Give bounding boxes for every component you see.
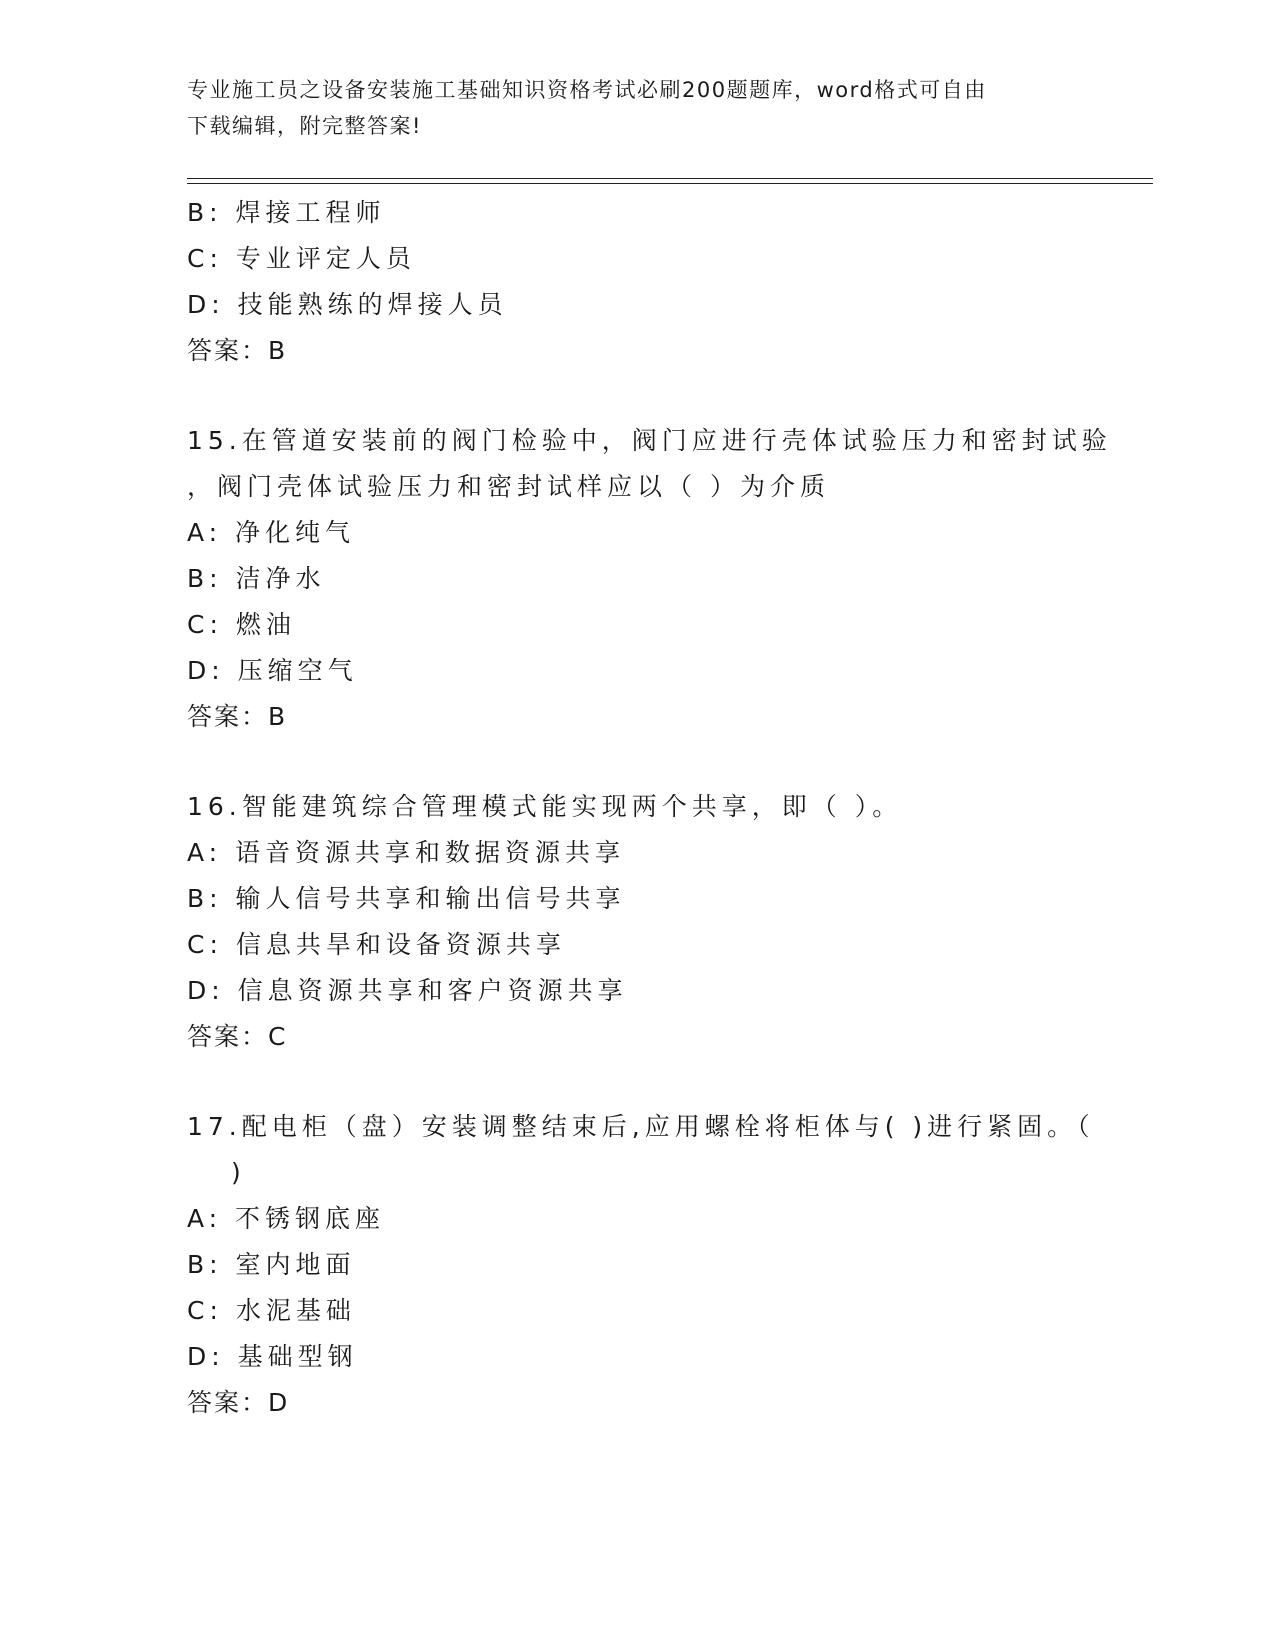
question-stem: 16.智能建筑综合管理模式能实现两个共享，即（ ）。	[187, 792, 903, 821]
question-stem-continued: )	[231, 1158, 246, 1187]
option-d: D: 基础型钢	[187, 1342, 358, 1371]
document-header	[187, 72, 1087, 144]
question-15	[187, 418, 1112, 740]
option-a: A: 语音资源共享和数据资源共享	[187, 838, 626, 867]
spacer	[187, 1060, 1087, 1104]
question-16	[187, 784, 1087, 1060]
option-c: C: 燃油	[187, 610, 296, 639]
answer-line: 答案：B	[187, 702, 288, 731]
question-17	[187, 1104, 1095, 1426]
option-d: D: 信息资源共享和客户资源共享	[187, 976, 628, 1005]
question-list	[187, 190, 1112, 1426]
question-14-tail	[187, 190, 1087, 374]
option-b: B: 室内地面	[187, 1250, 356, 1279]
spacer	[187, 374, 1087, 418]
option-d: D: 技能熟练的焊接人员	[187, 290, 508, 319]
option-c: C: 专业评定人员	[187, 244, 416, 273]
answer-line: 答案：B	[187, 336, 288, 365]
option-b: B: 洁净水	[187, 564, 326, 593]
option-b: B: 焊接工程师	[187, 198, 386, 227]
header-divider-bottom	[187, 183, 1153, 184]
question-stem: 15.在管道安装前的阀门检验中，阀门应进行壳体试验压力和密封试验	[187, 426, 1112, 455]
spacer	[187, 740, 1087, 784]
option-b: B: 输人信号共享和输出信号共享	[187, 884, 626, 913]
question-stem: 17.配电柜（盘）安装调整结束后,应用螺栓将柜体与( )进行紧固。（	[187, 1112, 1095, 1141]
header-title-line-1: 专业施工员之设备安装施工基础知识资格考试必刷200题题库，word格式可自由	[187, 78, 987, 102]
question-stem-continued: ，阀门壳体试验压力和密封试样应以（ ）为介质	[187, 472, 830, 501]
answer-line: 答案：C	[187, 1022, 288, 1051]
option-d: D: 压缩空气	[187, 656, 358, 685]
option-c: C: 水泥基础	[187, 1296, 356, 1325]
header-title-line-2: 下载编辑，附完整答案!	[187, 114, 422, 138]
option-a: A: 净化纯气	[187, 518, 356, 547]
option-c: C: 信息共旱和设备资源共享	[187, 930, 566, 959]
option-a: A: 不锈钢底座	[187, 1204, 386, 1233]
answer-line: 答案：D	[187, 1388, 290, 1417]
header-divider-top	[187, 178, 1153, 179]
